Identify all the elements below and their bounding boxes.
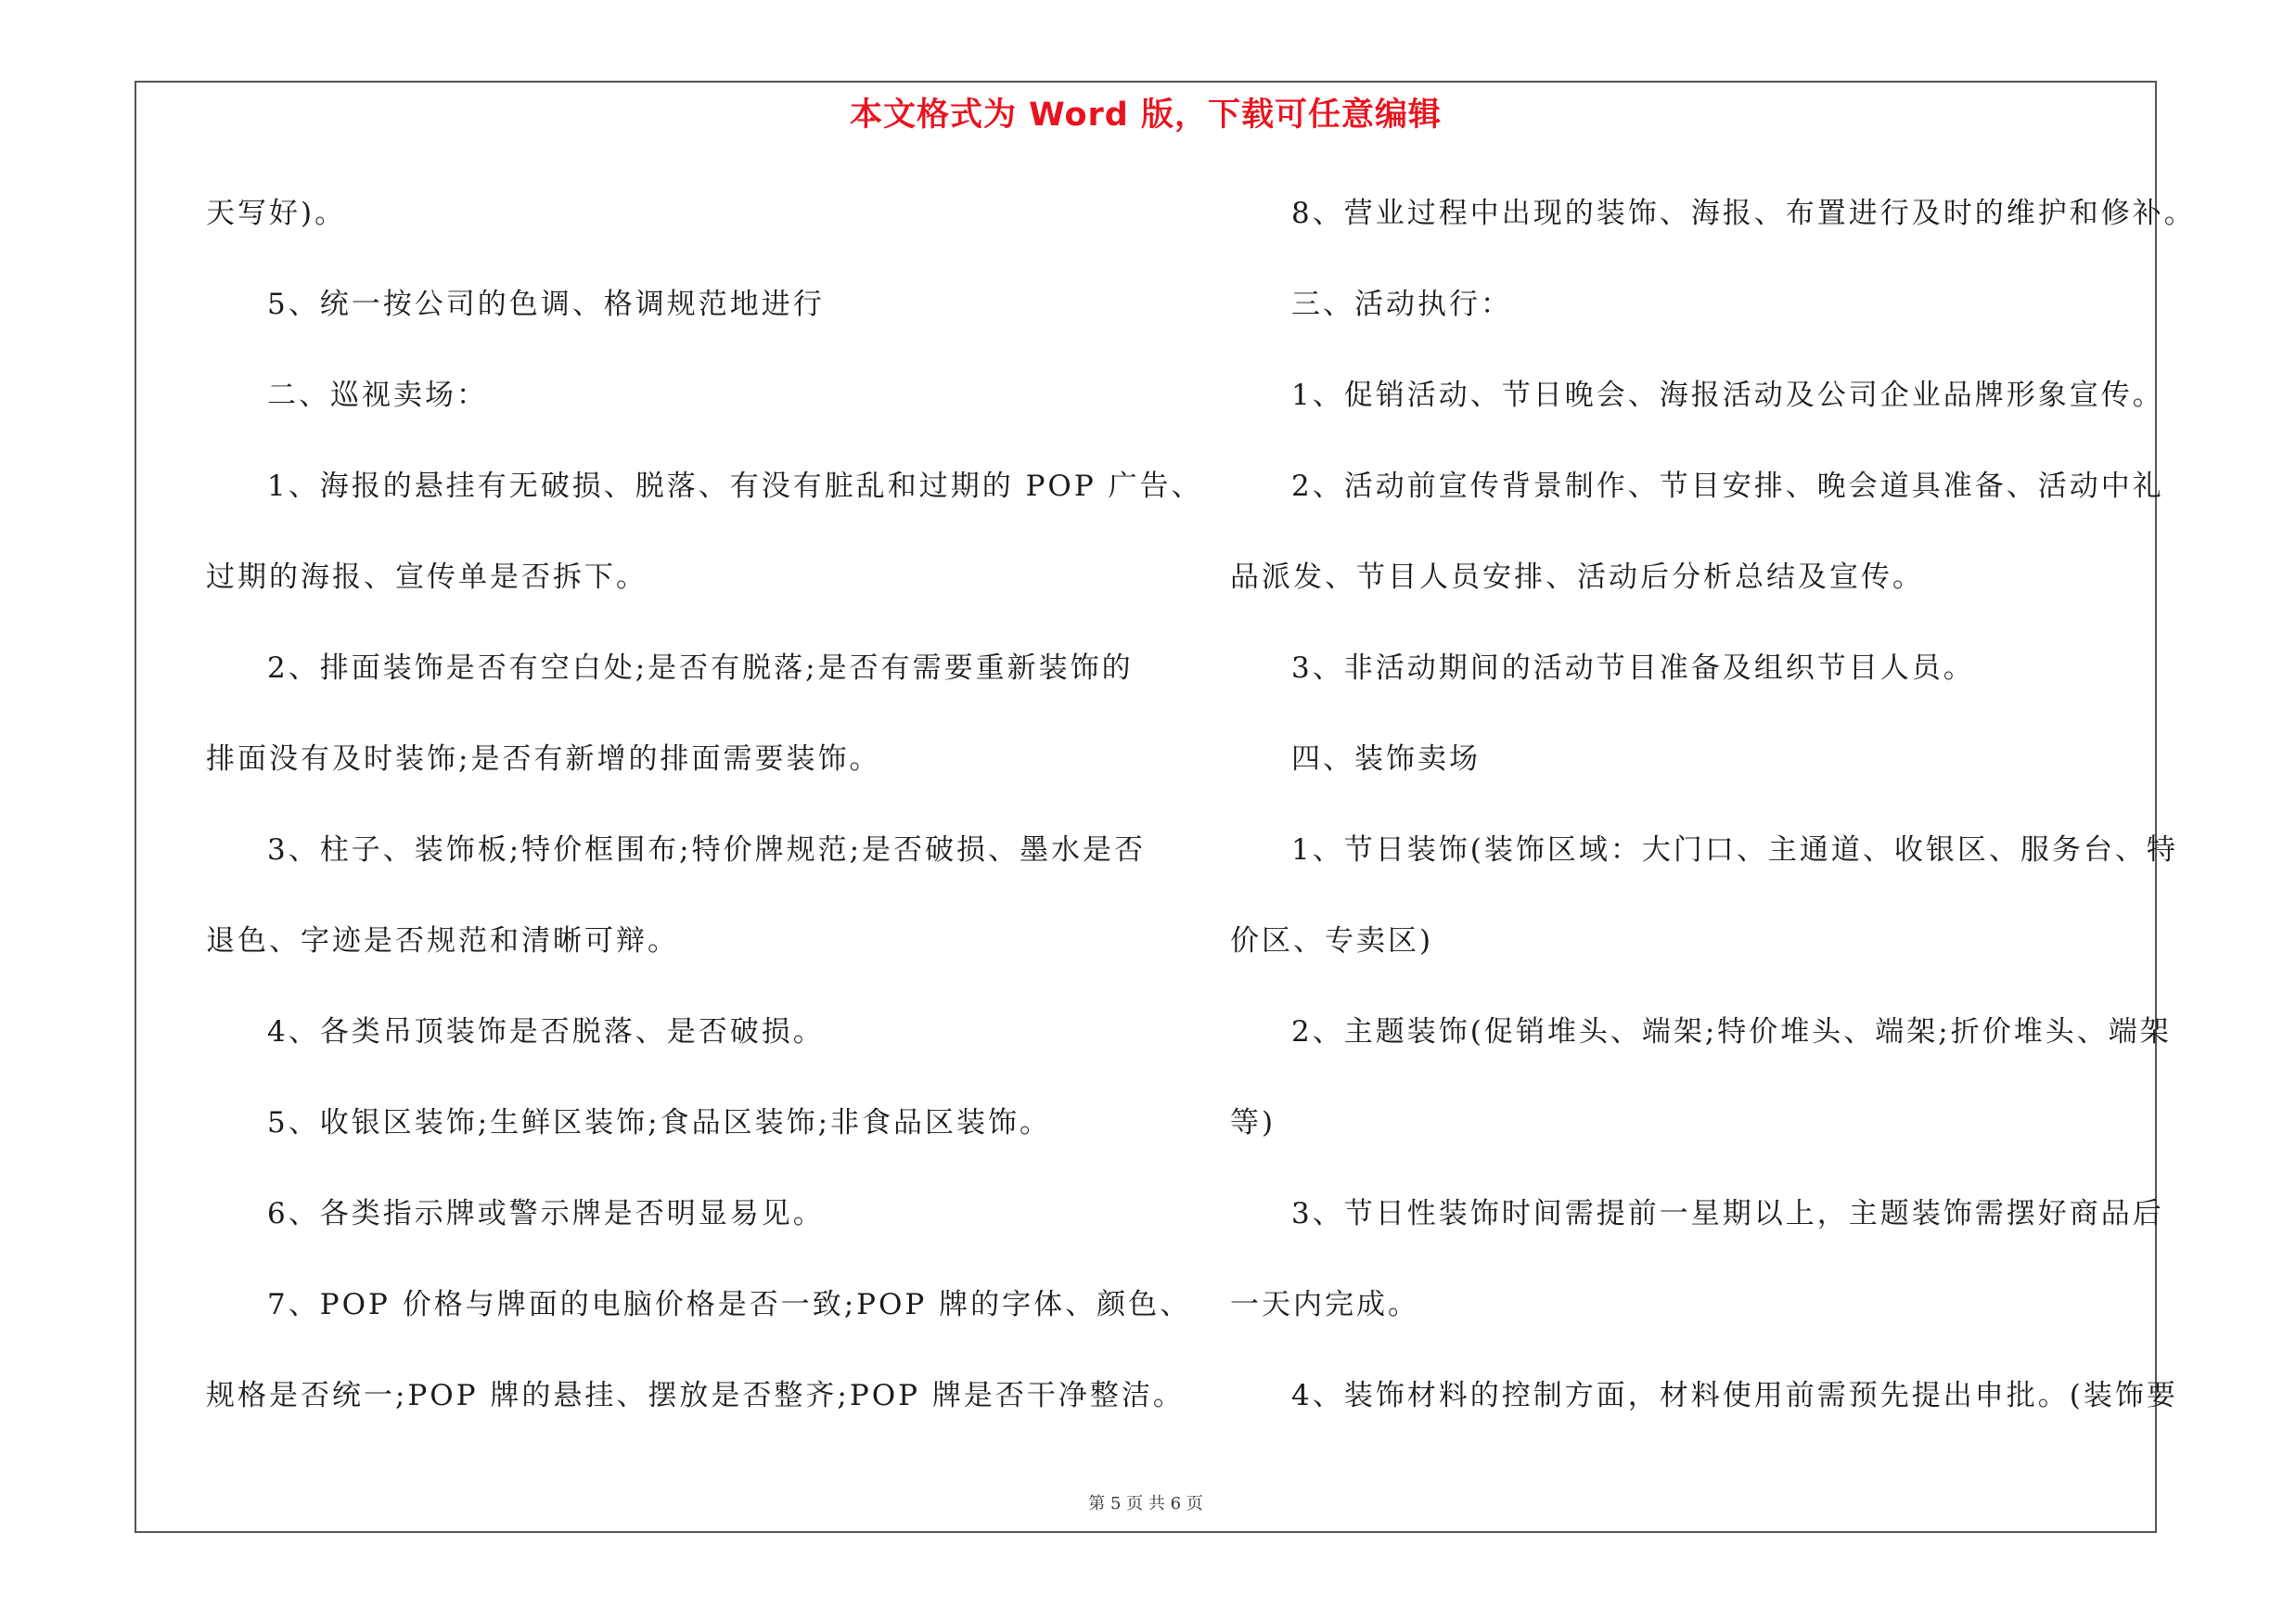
paragraph-line: 7、POP 价格与牌面的电脑价格是否一致;POP 牌的字体、颜色、 [267, 1288, 1192, 1321]
paragraph-line: 4、装饰材料的控制方面，材料使用前需预先提出申批。(装饰要 [1291, 1379, 2178, 1412]
paragraph-line: 三、活动执行： [1291, 288, 1512, 321]
paragraph-line: 3、节日性装饰时间需提前一星期以上，主题装饰需摆好商品后 [1291, 1197, 2164, 1230]
paragraph-line: 1、促销活动、节日晚会、海报活动及公司企业品牌形象宣传。 [1291, 379, 2164, 412]
paragraph-line: 5、统一按公司的色调、格调规范地进行 [267, 288, 825, 321]
paragraph-line: 2、排面装饰是否有空白处;是否有脱落;是否有需要重新装饰的 [267, 651, 1134, 685]
paragraph-line: 3、非活动期间的活动节目准备及组织节目人员。 [1291, 651, 1975, 685]
paragraph-line: 1、海报的悬挂有无破损、脱落、有没有脏乱和过期的 POP 广告、 [267, 470, 1203, 503]
paragraph-line: 规格是否统一;POP 牌的悬挂、摆放是否整齐;POP 牌是否干净整洁。 [206, 1379, 1185, 1412]
paragraph-line: 天写好)。 [206, 197, 347, 230]
paragraph-line: 6、各类指示牌或警示牌是否明显易见。 [267, 1197, 825, 1230]
page-footer: 第 5 页 共 6 页 [1088, 1494, 1203, 1514]
paragraph-line: 3、柱子、装饰板;特价框围布;特价牌规范;是否破损、墨水是否 [267, 833, 1147, 867]
paragraph-line: 4、各类吊顶装饰是否脱落、是否破损。 [267, 1015, 825, 1049]
paragraph-line: 价区、专卖区) [1230, 924, 1434, 958]
paragraph-line: 5、收银区装饰;生鲜区装饰;食品区装饰;非食品区装饰。 [267, 1106, 1052, 1140]
left-column [206, 186, 1203, 1459]
right-column [1230, 186, 2196, 1459]
paragraph-line: 等) [1230, 1106, 1276, 1140]
paragraph-line: 2、活动前宣传背景制作、节目安排、晚会道具准备、活动中礼 [1291, 470, 2164, 503]
paragraph-line: 二、巡视卖场： [267, 379, 488, 412]
paragraph-line: 1、节日装饰(装饰区域：大门口、主通道、收银区、服务台、特 [1291, 833, 2178, 867]
paragraph-line: 退色、字迹是否规范和清晰可辩。 [206, 924, 679, 958]
paragraph-line: 排面没有及时装饰;是否有新增的排面需要装饰。 [206, 742, 881, 776]
paragraph-line: 四、装饰卖场 [1291, 742, 1481, 776]
paragraph-line: 8、营业过程中出现的装饰、海报、布置进行及时的维护和修补。 [1291, 197, 2196, 230]
paragraph-line: 过期的海报、宣传单是否拆下。 [206, 560, 648, 594]
paragraph-line: 2、主题装饰(促销堆头、端架;特价堆头、端架;折价堆头、端架 [1291, 1015, 2172, 1049]
paragraph-line: 品派发、节目人员安排、活动后分析总结及宣传。 [1230, 560, 1924, 594]
paragraph-line: 一天内完成。 [1230, 1288, 1419, 1321]
editable-banner: 本文格式为 Word 版，下载可任意编辑 [849, 97, 1443, 134]
